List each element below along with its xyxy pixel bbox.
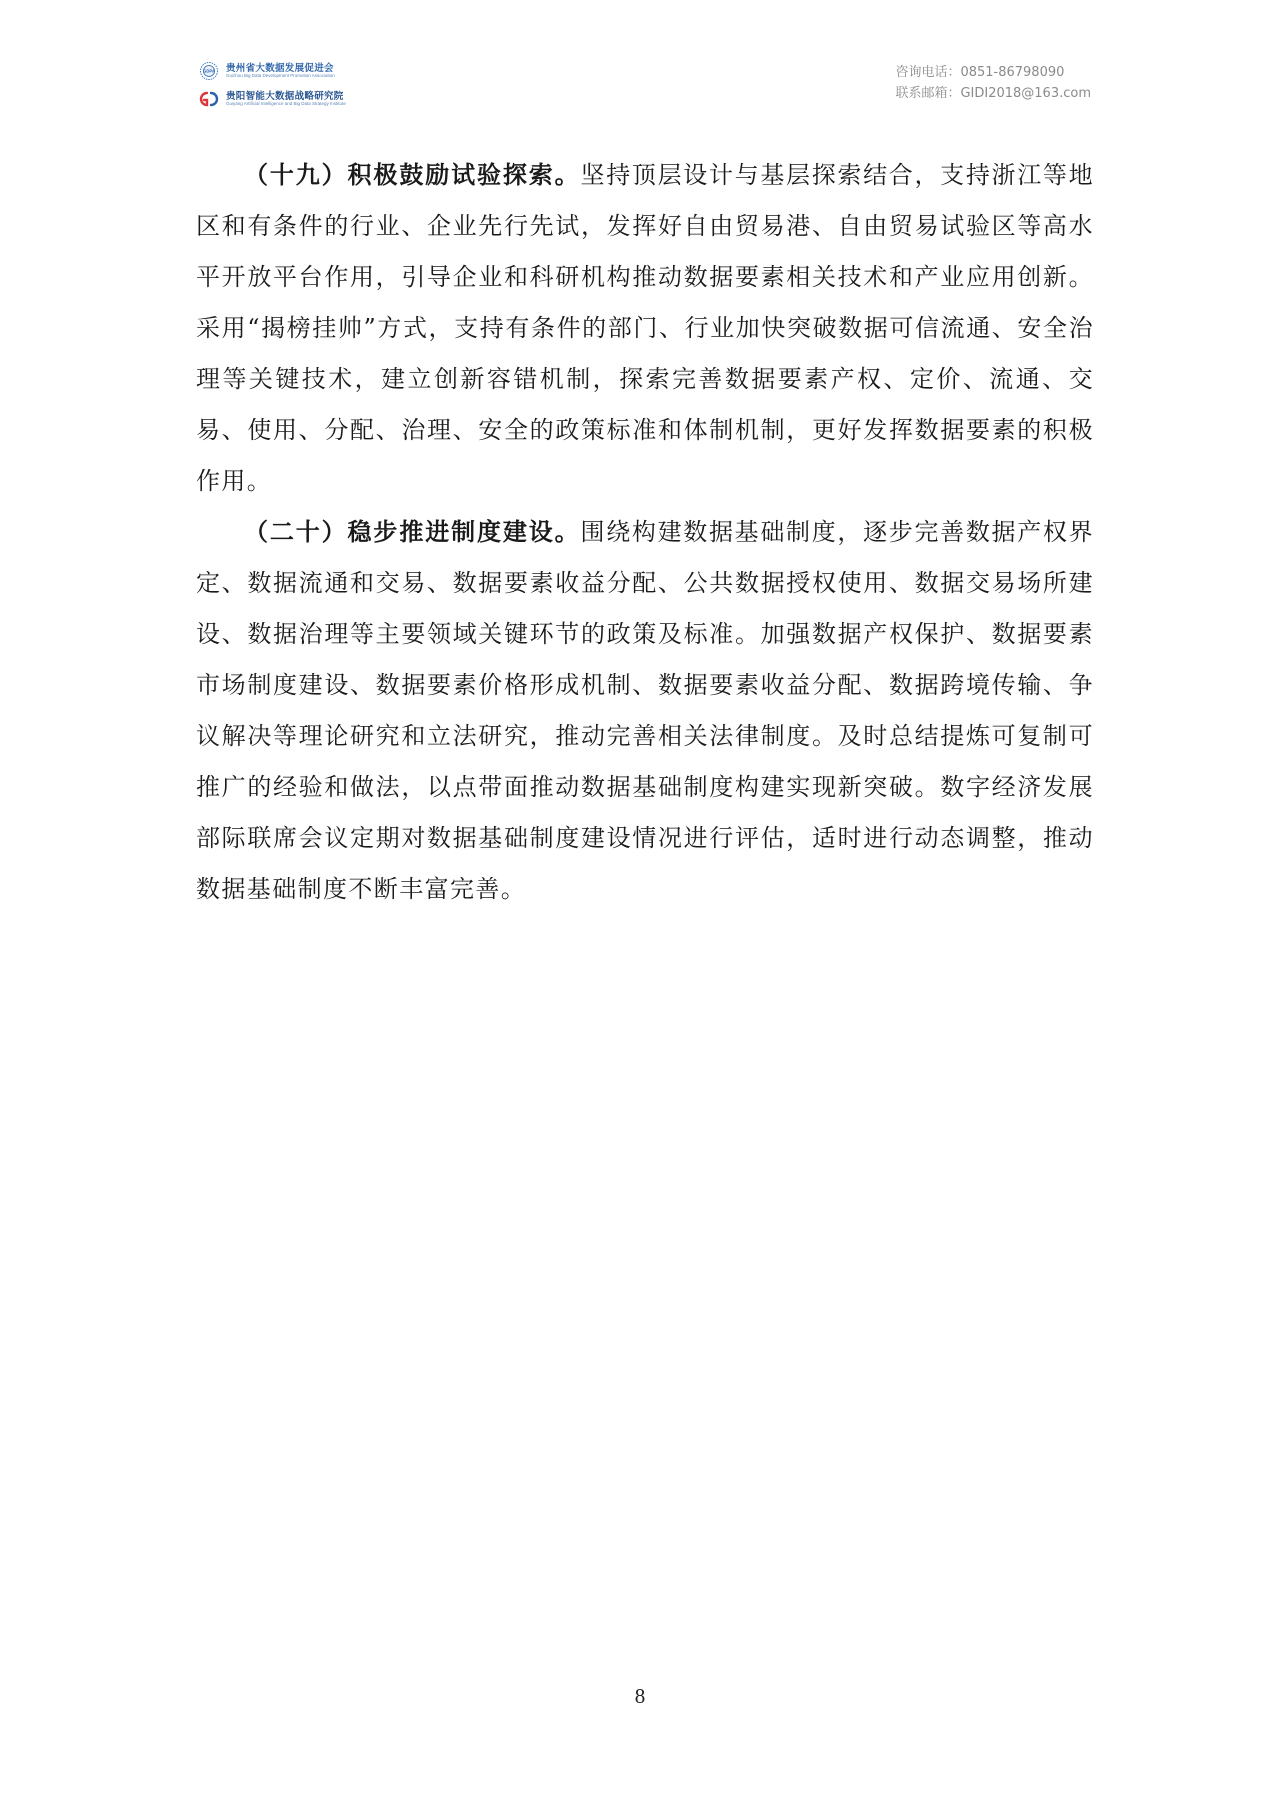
paragraph-19-text: 坚持顶层设计与基层探索结合，支持浙江等地区和有条件的行业、企业先行先试，发挥好自由贸易港、自由贸易试验区等高水平开放平台作用，引导企业和科研机构推动数据要素相关技术和产业应用创新。采用“揭榜挂帅”方式，支持有条件的部门、行业加快突破数据可信流通、安全治理等关键技术，建立创新容错机制，探索完善数据要素产权、定价、流通、交易、使用、分配、治理、安全的政策标准和体制机制，更好发挥数据要素的积极作用。 bbox=[196, 161, 1095, 495]
svg-text:GDPA: GDPA bbox=[203, 68, 215, 74]
paragraph-19 bbox=[196, 150, 1094, 507]
contact-email: 联系邮箱：GIDI2018@163.com bbox=[895, 86, 1091, 101]
logo-gdpa bbox=[196, 60, 366, 82]
org2-name: 贵阳智能大数据战略研究院 bbox=[226, 90, 344, 102]
logo-gidi bbox=[196, 88, 366, 110]
paragraph-20-text: 围绕构建数据基础制度，逐步完善数据产权界定、数据流通和交易、数据要素收益分配、公共数据授权使用、数据交易场所建设、数据治理等主要领域关键环节的政策及标准。加强数据产权保护、数据要素市场制度建设、数据要素价格形成机制、数据要素收益分配、数据跨境传输、争议解决等理论研究和立法研究，推动完善相关法律制度。及时总结提炼可复制可推广的经验和做法，以点带面推动数据基础制度构建实现新突破。数字经济发展部际联席会议定期对数据基础制度建设情况进行评估，适时进行动态调整，推动数据基础制度不断丰富完善。 bbox=[196, 518, 1095, 903]
gdpa-logo-icon bbox=[196, 61, 222, 81]
gidi-logo-icon bbox=[196, 89, 222, 109]
organization-logos bbox=[196, 60, 366, 116]
paragraph-19-heading: （十九）积极鼓励试验探索。 bbox=[244, 161, 581, 189]
contact-info bbox=[895, 62, 1091, 104]
org1-name: 贵州省大数据发展促进会 bbox=[226, 62, 334, 74]
contact-phone: 咨询电话：0851-86798090 bbox=[895, 65, 1065, 80]
org1-english-name: Guizhou Big Data Development Promotion Association bbox=[226, 73, 335, 78]
paragraph-20 bbox=[196, 507, 1094, 915]
org2-english-name: Guiyang Artificial Intelligence and Big Data Strategy Institute bbox=[226, 101, 346, 106]
page-header bbox=[0, 0, 1280, 120]
paragraph-20-heading: （二十）稳步推进制度建设。 bbox=[244, 518, 581, 546]
page-number: 8 bbox=[634, 1684, 646, 1708]
document-body bbox=[196, 150, 1094, 915]
